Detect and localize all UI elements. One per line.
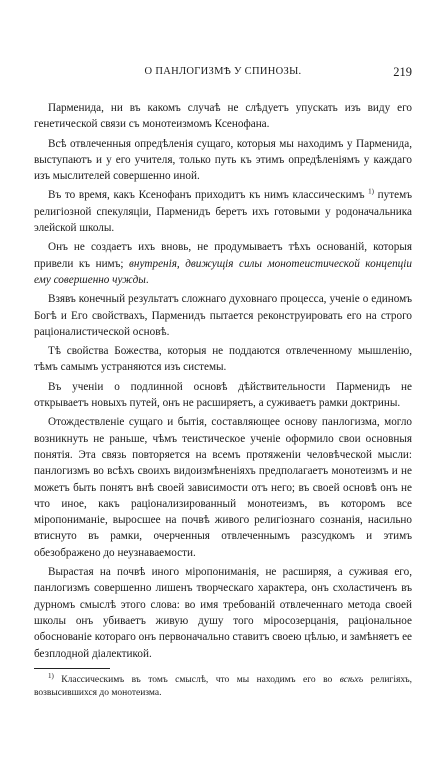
paragraph-3-text-start: Въ то время, какъ Ксенофанъ приходитъ къ нимъ классическимъ (48, 189, 369, 202)
paragraph-6: Тѣ свойства Божества, которыя не поддаются отвлеченному мышленію, тѣмъ самымъ устраняются изъ системы. (34, 345, 412, 374)
footnote-text-end: религіяхъ, возвысившихся до монотеизма. (34, 674, 413, 698)
paragraph-3-text-end: путемъ религіозной спекуляціи, Парменидъ беретъ ихъ готовыми у родоначальника элейской школы. (34, 189, 412, 235)
running-title: О ПАНЛОГИЗМѢ У СПИНОЗЫ. (144, 66, 302, 77)
paragraph-4-text-end: . (145, 273, 149, 286)
paragraph-3 (34, 187, 412, 236)
paragraph-7: Въ ученіи о подлинной основѣ дѣйствительности Парменидъ не открываетъ новыхъ путей, онъ не расширяетъ, а суживаетъ рамки доктрины. (34, 380, 412, 410)
footnote (34, 671, 413, 700)
book-page (34, 66, 412, 700)
paragraph-5: Взявъ конечный результатъ сложнаго духовнаго процесса, ученіе о единомъ Богѣ и Его свойствахъ, Парменидъ пытается реконструировать его на строго раціоналистической основѣ. (34, 293, 412, 338)
footnote-reference: 1) (368, 187, 375, 196)
footnote-marker: 1) (48, 671, 54, 680)
paragraph-4-text-start: Онъ не создаетъ ихъ вновь, не продумываетъ тѣхъ основаній, которыя привели къ нимъ; (34, 241, 412, 270)
page-header (34, 66, 412, 86)
paragraph-9: Вырастая на почвѣ иного міропониманія, не расширяя, а суживая его, панлогизмъ совершенно лишенъ творческаго характера, онъ схоластиченъ въ дурномъ смыслѣ этого слова: во имя требованій отвлеченнаго метода своей школы онъ убиваетъ живую душу того міросозерцанія, раціональное обоснованіе котораго онъ первоначально ставитъ своею цѣлью, и замѣняетъ ее безплодной діалектикой. (34, 566, 412, 660)
footnote-text-start: Классическимъ въ томъ смыслѣ, что мы находимъ его во (53, 674, 340, 685)
paragraph-1: Парменида, ни въ какомъ случаѣ не слѣдуетъ упускать изъ виду его генетической связи съ монотеизмомъ Ксенофана. (34, 102, 412, 131)
page-number: 219 (393, 65, 412, 79)
paragraph-8: Отождествленіе сущаго и бытія, составляющее основу панлогизма, могло возникнуть не раньше, чѣмъ теистическое ученіе оформило свои основныя понятія. Эта связь повторяется на всемъ протяженіи человѣческой мысли: панлогизмъ во всѣхъ своихъ видоизмѣненіяхъ предполагаетъ монотеизмъ и не можетъ быть понятъ внѣ своей зависимости отъ него; въ своей основѣ онъ не что иное, какъ раціонализированный монотеизмъ, въ которомъ все міропониманіе, выросшее на почвѣ живого религіознаго сознанія, насильно втиснуто въ рамки, очерченныя отвлеченнымъ разсудкомъ и этимъ обезображено до неузнаваемости. (34, 416, 412, 559)
footnote-italic-text: всѣхъ (339, 674, 364, 685)
paragraph-4-italic-text: внутренія, движущія силы монотеистической концепціи ему совершенно чужды (34, 257, 412, 286)
paragraph-2: Всѣ отвлеченныя опредѣленія сущаго, которыя мы находимъ у Парменида, выступаютъ и у его учителя, только путь къ этимъ опредѣленіямъ у каждаго изъ мыслителей совершенно иной. (34, 137, 412, 183)
footnote-divider (34, 668, 110, 669)
paragraph-4 (34, 239, 412, 288)
